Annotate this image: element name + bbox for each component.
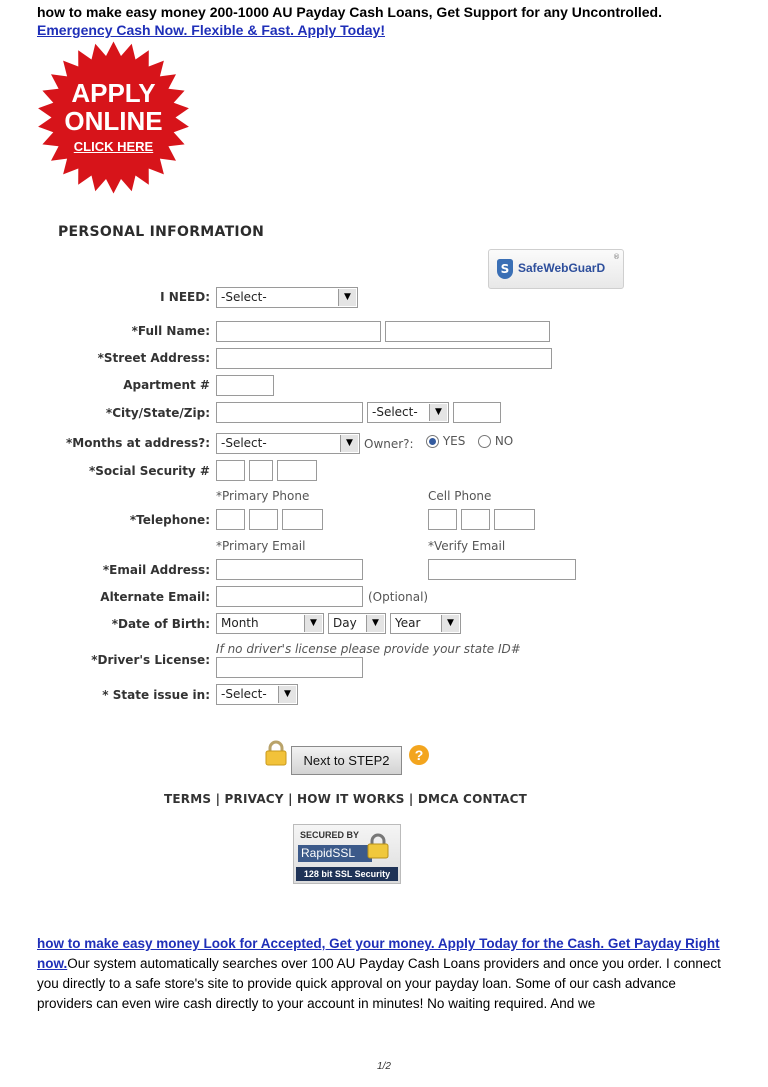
need-select-value: -Select- xyxy=(221,290,267,304)
first-name-input[interactable] xyxy=(216,321,381,342)
dob-day-value: Day xyxy=(333,616,357,630)
email-label: *Email Address: xyxy=(102,563,210,577)
state-issue-label: * State issue in: xyxy=(102,688,210,702)
street-label: *Street Address: xyxy=(97,351,210,365)
street-input[interactable] xyxy=(216,348,552,369)
document-title: how to make easy money 200-1000 AU Payday Cash Loans, Get Support for any Uncontrolled. xyxy=(37,4,662,20)
verify-email-input[interactable] xyxy=(428,559,576,580)
ssn-part1-input[interactable] xyxy=(216,460,245,481)
fullname-label: *Full Name: xyxy=(131,324,210,338)
primary-phone-caption: *Primary Phone xyxy=(216,489,310,503)
chevron-down-icon: ▼ xyxy=(338,289,356,306)
shield-icon: S xyxy=(497,259,513,279)
padlock-icon xyxy=(366,833,390,859)
safewebguard-text: SafeWebGuarD xyxy=(518,261,606,275)
registered-mark: ® xyxy=(613,253,620,261)
city-label: *City/State/Zip: xyxy=(105,406,210,420)
dob-label: *Date of Birth: xyxy=(111,617,210,631)
phone-line-input[interactable] xyxy=(282,509,323,530)
chevron-down-icon: ▼ xyxy=(441,615,459,632)
badge-line-apply: APPLY xyxy=(71,78,156,108)
apartment-input[interactable] xyxy=(216,375,274,396)
radio-checked-icon[interactable] xyxy=(426,435,439,448)
emergency-cash-link[interactable]: Emergency Cash Now. Flexible & Fast. Apply Today! xyxy=(37,22,386,38)
apply-online-badge[interactable] xyxy=(37,40,190,195)
optional-hint: (Optional) xyxy=(368,590,429,604)
ssl-secured-by: SECURED BY xyxy=(300,830,360,840)
alt-email-input[interactable] xyxy=(216,586,363,607)
dob-month-select[interactable] xyxy=(216,613,324,634)
chevron-down-icon: ▼ xyxy=(304,615,322,632)
state-select-value: -Select- xyxy=(372,405,418,419)
phone-prefix-input[interactable] xyxy=(249,509,278,530)
months-select-value: -Select- xyxy=(221,436,267,450)
apartment-label: Apartment # xyxy=(123,378,210,392)
lock-icon xyxy=(265,740,287,766)
section-title: PERSONAL INFORMATION xyxy=(58,224,265,240)
cell-area-input[interactable] xyxy=(428,509,457,530)
license-label: *Driver's License: xyxy=(91,653,210,667)
cell-phone-caption: Cell Phone xyxy=(428,489,492,503)
ssn-part3-input[interactable] xyxy=(277,460,317,481)
ssl-security-text: 128 bit SSL Security xyxy=(296,867,398,881)
help-icon[interactable]: ? xyxy=(409,745,429,765)
license-input[interactable] xyxy=(216,657,363,678)
badge-line-click-here[interactable]: CLICK HERE xyxy=(73,139,154,154)
badge-line-online: ONLINE xyxy=(64,106,163,136)
owner-yes-label: YES xyxy=(442,434,466,448)
license-hint: If no driver's license please provide your state ID# xyxy=(216,642,521,656)
chevron-down-icon: ▼ xyxy=(278,686,296,703)
rapidssl-seal xyxy=(293,824,401,884)
months-select[interactable] xyxy=(216,433,360,454)
phone-area-input[interactable] xyxy=(216,509,245,530)
email-input[interactable] xyxy=(216,559,363,580)
need-label: I NEED: xyxy=(160,290,210,304)
page-number: 1/2 xyxy=(377,1061,391,1072)
ssl-brand: RapidSSL xyxy=(298,845,372,862)
need-select[interactable] xyxy=(216,287,358,308)
owner-yes-option[interactable] xyxy=(426,434,465,448)
dob-year-value: Year xyxy=(395,616,421,630)
ssn-part2-input[interactable] xyxy=(249,460,273,481)
dob-year-select[interactable] xyxy=(390,613,461,634)
footer-links[interactable]: TERMS | PRIVACY | HOW IT WORKS | DMCA CONTACT xyxy=(164,792,528,806)
owner-label: Owner?: xyxy=(364,437,414,451)
primary-email-caption: *Primary Email xyxy=(216,539,306,553)
alt-email-label: Alternate Email: xyxy=(100,590,210,604)
telephone-label: *Telephone: xyxy=(129,513,210,527)
next-to-step2-button[interactable]: Next to STEP2 xyxy=(291,746,402,775)
months-label: *Months at address?: xyxy=(66,436,210,450)
owner-no-option[interactable] xyxy=(478,434,513,448)
state-select[interactable] xyxy=(367,402,449,423)
state-issue-select[interactable] xyxy=(216,684,298,705)
chevron-down-icon: ▼ xyxy=(429,404,447,421)
body-text: Our system automatically searches over 100 AU Payday Cash Loans providers and once you order. I connect you directly to a safe store's site to provide quick approval on your payday loan. Some of our cash advance providers can even wire cash directly to your account in minutes! No waiting required. And we xyxy=(37,956,721,1011)
radio-unchecked-icon[interactable] xyxy=(478,435,491,448)
chevron-down-icon: ▼ xyxy=(340,435,358,452)
cell-line-input[interactable] xyxy=(494,509,535,530)
cell-prefix-input[interactable] xyxy=(461,509,490,530)
verify-email-caption: *Verify Email xyxy=(428,539,506,553)
body-paragraph xyxy=(37,934,727,1014)
payday-right-now-link[interactable]: how to make easy money Look for Accepted, Get your money. Apply Today for the Cash. Get Payday Right now. xyxy=(37,936,720,971)
city-input[interactable] xyxy=(216,402,363,423)
owner-no-label: NO xyxy=(494,434,514,448)
chevron-down-icon: ▼ xyxy=(366,615,384,632)
zip-input[interactable] xyxy=(453,402,501,423)
state-issue-value: -Select- xyxy=(221,687,267,701)
ssn-label: *Social Security # xyxy=(88,464,210,478)
last-name-input[interactable] xyxy=(385,321,550,342)
safewebguard-seal xyxy=(488,249,624,289)
dob-month-value: Month xyxy=(221,616,259,630)
dob-day-select[interactable] xyxy=(328,613,386,634)
application-form xyxy=(37,198,677,898)
